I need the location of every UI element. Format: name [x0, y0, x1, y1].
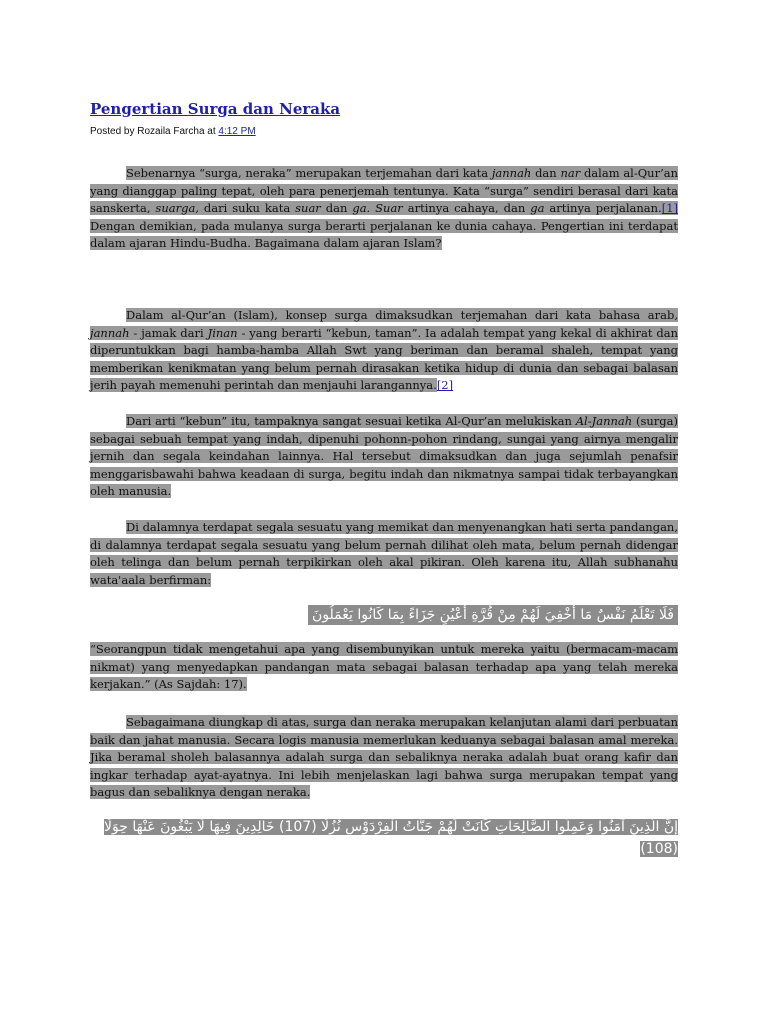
arabic-verse-2-part-a: إِنَّ الَّذِينَ آمَنُوا وَعَمِلُوا الصَّالِحَاتِ كَانَتْ لَهُمْ جَنَّاتُ الْفِرْدَوْسِ نُزُلًا [321, 819, 678, 836]
p1-term-jannah: jannah [491, 166, 532, 180]
byline-text: Posted by Rozaila Farcha at [90, 126, 219, 137]
footnote-2-link[interactable]: [2] [436, 378, 454, 393]
verse-number-107: (107) [274, 819, 322, 836]
paragraph-4 [90, 519, 678, 589]
p3-term-aljannah: Al-Jannah [575, 413, 633, 428]
p1-text-h: Dengan demikian, pada mulanya surga berarti perjalanan ke dunia cahaya. Pengertian ini terdapat dalam ajaran Hindu-Budha. Bagaimana dalam ajaran Islam? [90, 218, 678, 251]
p1-text-a: Sebenarnya “surga, neraka” merupakan terjemahan dari kata [126, 166, 492, 180]
p2-text-b: - jamak dari [129, 325, 208, 340]
paragraph-5 [90, 641, 678, 694]
paragraph-2 [90, 307, 678, 395]
p1-term-ga: ga. Suar [352, 201, 403, 216]
verse-number-108: (108) [640, 841, 678, 858]
p6-text: Sebagaimana diungkap di atas, surga dan neraka merupakan kelanjutan alami dari perbuatan baik dan jahat manusia. Secara logis manusia memerlukan keduanya sebagai balasan amal mereka. Jika beramal sholeh balasannya adalah surga dan sebaliknya neraka adalah buat orang kafir dan ingkar terhadap ayat-ayatnya. Ini lebih menjelaskan lagi bahwa surga merupakan tempat yang bagus dan sebaliknya dengan neraka. [90, 715, 678, 800]
p2-term-jannah: jannah [90, 325, 130, 340]
p4-text: Di dalamnya terdapat segala sesuatu yang memikat dan menyenangkan hati serta pandangan, di dalamnya terdapat segala sesuatu yang belum pernah dilihat oleh mata, belum pernah didengar oleh telinga dan belum pernah terpikirkan oleh akal pikiran. Oleh karena itu, Allah subhanahu wata'aala berfirman: [90, 519, 678, 587]
p1-term-nar: nar [560, 166, 581, 180]
paragraph-3 [90, 413, 678, 501]
arabic-verse-2 [90, 816, 678, 860]
p1-text-b: dan [531, 166, 561, 180]
p5-text: “Seorangpun tidak mengetahui apa yang disembunyikan untuk mereka yaitu (bermacam-macam nikmat) yang menyedapkan pandangan mata sebagai balasan terhadap apa yang telah mereka kerjakan.” (As Sajdah: 17). [90, 642, 678, 692]
arabic-verse-1 [90, 603, 678, 627]
p1-term-ga2: ga [530, 201, 545, 216]
p3-text-b: (surga) sebagai sebuah tempat yang indah, dipenuhi pohonn-pohon rindang, sungai yang airnya mengalir jernih dan segala keindahan lainnya. Hal tersebut dimaksudkan dan juga sejumlah penafsir menggarisbawahi bahwa keadaan di surga, begitu indah dan nikmatnya sampai tidak terbayangkan oleh manusia. [90, 413, 678, 499]
p1-text-e: dan [320, 201, 353, 216]
arabic-verse-1-text: فَلَا تَعْلَمُ نَفْسٌ مَا أُخْفِيَ لَهُمْ مِنْ قُرَّةِ أَعْيُنٍ جَزَاءً بِمَا كَانُوا يَعْمَلُونَ [308, 605, 678, 625]
post-title-link[interactable]: Pengertian Surga dan Neraka [90, 100, 341, 118]
p2-text-a: Dalam al-Qur’an (Islam), konsep surga dimaksudkan terjemahan dari kata bahasa arab, [126, 307, 678, 322]
p1-text-d: dari suku kata [198, 201, 296, 216]
arabic-verse-2-part-b: خَالِدِينَ فِيهَا لَا يَبْغُونَ عَنْهَا حِوَلًا [104, 819, 275, 836]
paragraph-1 [90, 165, 678, 253]
p3-text-a: Dari arti “kebun” itu, tampaknya sangat sesuai ketika Al-Qur’an melukiskan [126, 413, 576, 428]
post-byline [90, 126, 678, 137]
p2-text-c: - yang berarti “kebun, taman”. Ia adalah tempat yang kekal di akhirat dan diperuntukkan bagi hamba-hamba Allah Swt yang beriman dan beramal shaleh, tempat yang memberikan kenikmatan yang belum pernah dirasakan ketika hidup di dunia dan sebagai balasan jerih payah memenuhi perintah dan menjauhi larangannya. [90, 325, 678, 393]
p1-term-suarga: suarga, [155, 201, 199, 216]
paragraph-6 [90, 714, 678, 802]
p1-term-suar: suar [295, 201, 321, 216]
post-time-link[interactable]: 4:12 PM [218, 126, 256, 137]
p2-term-jinan: Jinan [207, 325, 238, 340]
blog-post [90, 100, 678, 874]
p1-text-f: artinya cahaya, dan [402, 201, 531, 216]
p1-text-c: dalam al-Qur’an yang dianggap paling tepat, oleh para penerjemah tentunya. Kata “surga” sendiri berasal dari kata sanskerta, [90, 166, 678, 216]
p1-text-g: artinya perjalanan. [544, 201, 662, 216]
footnote-1-link[interactable]: [1] [661, 201, 678, 216]
